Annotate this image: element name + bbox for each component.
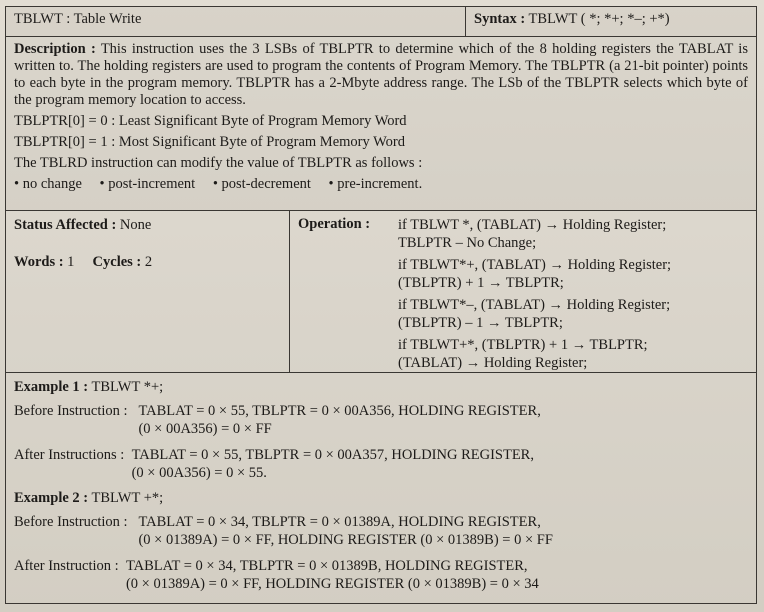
status-cell xyxy=(6,211,290,372)
mode-post-increment: • post-increment xyxy=(99,176,196,192)
operation-body xyxy=(398,216,672,371)
example-2-before xyxy=(14,513,748,549)
header-row xyxy=(6,7,756,37)
cycles-value: 2 xyxy=(144,254,153,270)
operation-line: if TBLWT*–, (TABLAT) → Holding Register; xyxy=(398,297,671,313)
example-2-label: Example 2 : xyxy=(14,490,89,506)
before-line: (0 × 00A356) = 0 × FF xyxy=(138,421,272,437)
example-2-heading xyxy=(14,490,748,507)
operation-line: (TABLAT) → Holding Register; xyxy=(398,355,588,371)
mode-pre-increment: • pre-increment. xyxy=(328,176,423,192)
example-1-heading xyxy=(14,379,748,396)
description-label: Description : xyxy=(14,41,96,57)
before-line: (0 × 01389A) = 0 × FF, HOLDING REGISTER (0 × 01389B) = 0 × FF xyxy=(138,532,553,548)
operation-cell xyxy=(290,211,756,372)
words-cycles xyxy=(14,254,281,271)
before-line: TABLAT = 0 × 55, TBLPTR = 0 × 00A356, HOLDING REGISTER, xyxy=(138,403,541,419)
syntax-cell xyxy=(466,7,756,36)
example-1-after xyxy=(14,446,748,482)
tblptr-line-0: TBLPTR[0] = 0 : Least Significant Byte of Program Memory Word xyxy=(14,113,407,129)
mode-list xyxy=(14,176,748,193)
modify-text: The TBLRD instruction can modify the value of TBLPTR as follows : xyxy=(14,155,423,171)
example-1-before xyxy=(14,402,748,438)
words-value: 1 xyxy=(67,254,75,270)
cycles-label: Cycles : xyxy=(92,254,142,270)
syntax-label: Syntax : xyxy=(474,11,526,27)
operation-line: if TBLWT+*, (TBLPTR) + 1 → TBLPTR; xyxy=(398,337,648,353)
example-1-code: TBLWT *+; xyxy=(91,379,164,395)
mode-no-change: • no change xyxy=(14,176,82,192)
status-operation-row xyxy=(6,211,756,373)
after-line: (0 × 00A356) = 0 × 55. xyxy=(131,465,267,481)
examples-row xyxy=(6,373,756,599)
status-label: Status Affected : xyxy=(14,217,117,233)
description-row xyxy=(6,37,756,211)
after-label: After Instructions : xyxy=(14,447,132,463)
operation-line: (TBLPTR) – 1 → TBLPTR; xyxy=(398,315,563,331)
syntax-value: TBLWT ( *; *+; *–; +*) xyxy=(528,11,670,27)
mode-post-decrement: • post-decrement xyxy=(212,176,311,192)
example-2-code: TBLWT +*; xyxy=(91,490,164,506)
words-label: Words : xyxy=(14,254,64,270)
operation-label: Operation : xyxy=(298,216,371,232)
operation-line: if TBLWT*+, (TABLAT) → Holding Register; xyxy=(398,257,672,273)
instruction-table xyxy=(5,6,757,604)
before-label: Before Instruction : xyxy=(14,514,139,530)
operation-line: TBLPTR – No Change; xyxy=(398,235,537,251)
before-label: Before Instruction : xyxy=(14,403,139,419)
operation-line: if TBLWT *, (TABLAT) → Holding Register; xyxy=(398,217,667,233)
description-text: This instruction uses the 3 LSBs of TBLPTR to determine which of the 8 holding registers the TABLAT is written to. The holding registers are used to program the contents of Program Memory. The TBLPTR (a 21-bit pointer) points to each byte in the program memory. TBLPTR has a 2-Mbyte address range. The LSb of the TBLPTR selects which byte of the program memory location to access. xyxy=(14,41,748,108)
description-paragraph xyxy=(14,41,748,109)
operation-line: (TBLPTR) + 1 → TBLPTR; xyxy=(398,275,564,291)
after-label: After Instruction : xyxy=(14,558,126,574)
after-line: TABLAT = 0 × 34, TBLPTR = 0 × 01389B, HOLDING REGISTER, xyxy=(125,558,528,574)
tblptr-line-1: TBLPTR[0] = 1 : Most Significant Byte of Program Memory Word xyxy=(14,134,405,150)
instruction-title: TBLWT : Table Write xyxy=(6,7,466,36)
after-line: (0 × 01389A) = 0 × FF, HOLDING REGISTER (0 × 01389B) = 0 × 34 xyxy=(125,576,539,592)
example-2-after xyxy=(14,557,748,593)
example-1-label: Example 1 : xyxy=(14,379,89,395)
after-line: TABLAT = 0 × 55, TBLPTR = 0 × 00A357, HOLDING REGISTER, xyxy=(131,447,534,463)
before-line: TABLAT = 0 × 34, TBLPTR = 0 × 01389A, HOLDING REGISTER, xyxy=(138,514,541,530)
status-affected xyxy=(14,217,281,234)
status-value: None xyxy=(119,217,152,233)
